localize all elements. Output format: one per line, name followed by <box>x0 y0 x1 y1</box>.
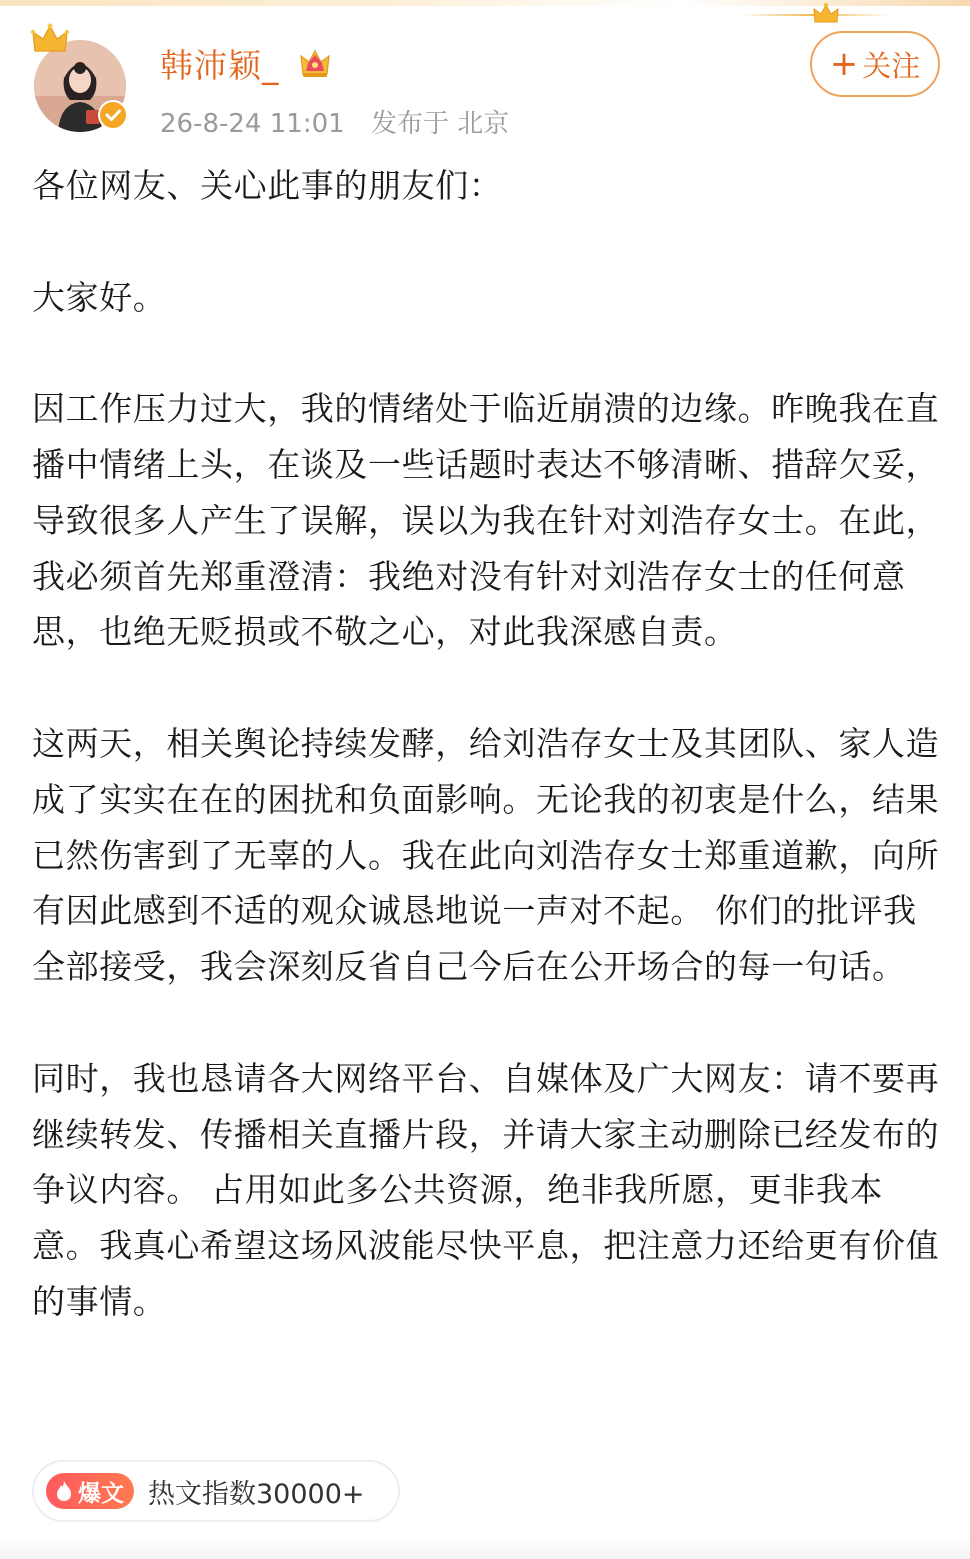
post-paragraph: 各位网友、关心此事的朋友们： <box>32 166 503 205</box>
post-paragraph: 这两天，相关舆论持续发酵，给刘浩存女士及其团队、家人造成了实实在在的困扰和负面影响。无论我的初衷是什么，结果已然伤害到了无辜的人。我在此向刘浩存女士郑重道歉，向所有因此感到不适的观众诚恳地说一声对不起。 你们的批评我全部接受，我会深刻反省自己今后在公开场合的每一句话。 <box>32 723 940 987</box>
hot-badge <box>46 1473 134 1509</box>
follow-button[interactable] <box>810 31 940 97</box>
avatar-container[interactable] <box>30 22 134 132</box>
hot-index-text: 热文指数30000+ <box>148 1478 365 1510</box>
verified-badge-icon <box>98 100 128 130</box>
post-time: 26-8-24 11:01 <box>160 109 345 139</box>
post-paragraph: 同时，我也恳请各大网络平台、自媒体及广大网友：请不要再继续转发、传播相关直播片段，并请大家主动删除已经发布的争议内容。 占用如此多公共资源，绝非我所愿，更非我本意。我真心希望这场风波能尽快平息，把注意力还给更有价值的事情。 <box>32 1058 940 1321</box>
hot-index-pill[interactable] <box>32 1460 400 1522</box>
flame-icon <box>54 1480 74 1502</box>
post-header <box>0 0 970 150</box>
post-location: 发布于 北京 <box>370 109 510 139</box>
post-paragraph: 大家好。 <box>32 277 167 317</box>
author-name[interactable]: 韩沛颖_ <box>160 46 280 85</box>
vip-crown-icon[interactable] <box>296 44 334 82</box>
follow-button-label: 关注 <box>862 48 921 83</box>
post-content <box>32 158 942 1386</box>
post-paragraph: 因工作压力过大，我的情绪处于临近崩溃的边缘。昨晚我在直播中情绪上头，在谈及一些话题时表达不够清晰、措辞欠妥，导致很多人产生了误解，误以为我在针对刘浩存女士。在此，我必须首先郑重澄清：我绝对没有针对刘浩存女士的任何意思，也绝无贬损或不敬之心，对此我深感自责。 <box>32 389 940 652</box>
post-meta <box>160 103 509 140</box>
hot-badge-label: 爆文 <box>78 1480 124 1507</box>
bottom-fade <box>0 1535 970 1559</box>
plus-icon: + <box>829 44 859 84</box>
crown-icon <box>30 22 70 56</box>
